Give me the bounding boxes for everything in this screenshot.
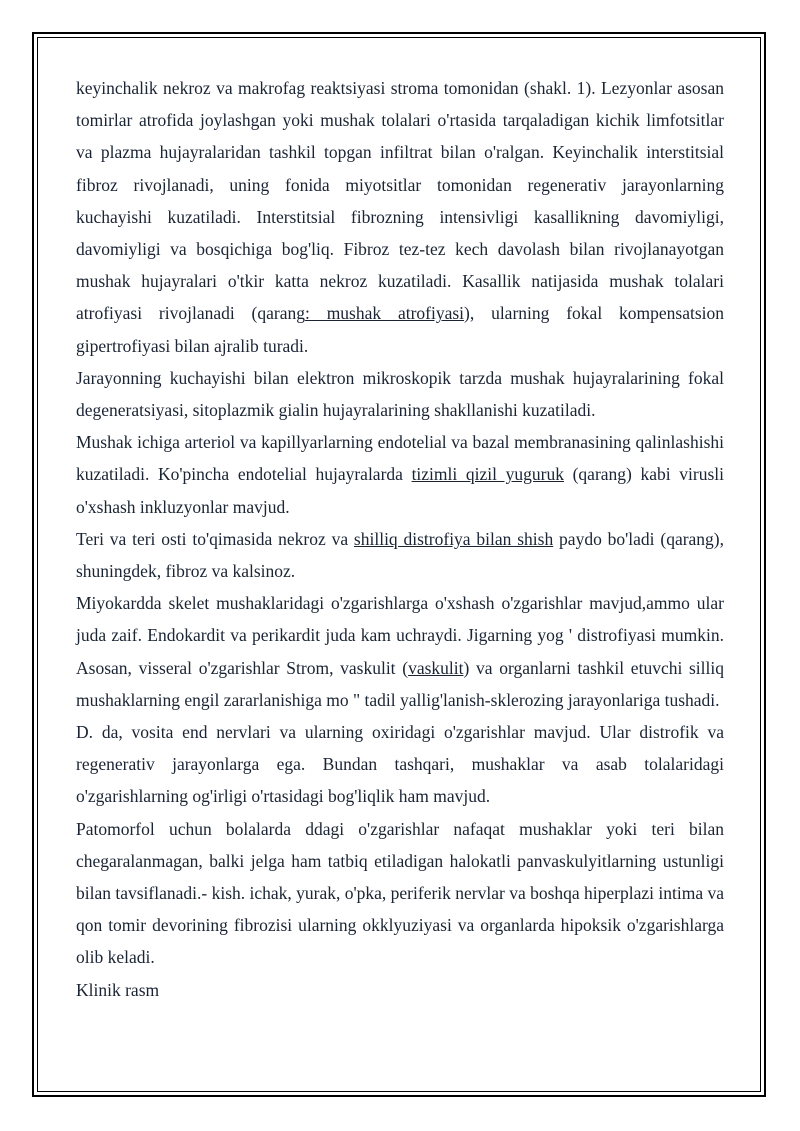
paragraph-6 [76, 716, 724, 813]
paragraph-3 [76, 426, 724, 523]
document-body [76, 72, 724, 1006]
paragraph-7 [76, 813, 724, 974]
paragraph-text: keyinchalik nekroz va makrofag reaktsiyasi stroma tomonidan (shakl. 1). Lezyonlar asosan tomirlar atrofida joylashgan yoki mushak tolalari o'rtasida tarqaladigan kichik limfotsitlar va plazma hujayralaridan tashkil topgan infiltrat bilan o'ralgan. Keyinchalik interstitsial fibroz rivojlanadi, uning fonida miyotsitlar tomonidan regenerativ jarayonlarning kuchayishi kuzatiladi. Interstitsial fibrozning intensivligi kasallikning davomiyligi, davomiyligi va bosqichiga bog'liq. Fibroz tez-tez kech davolash bilan rivojlanayotgan mushak hujayralari o'tkir katta nekroz kuzatiladi. Kasallik natijasida mushak tolalari atrofiyasi rivojlanadi (qarang [76, 78, 724, 324]
paragraph-text: Mushak ichiga arteriol va kapillyarlarning endotelial va bazal membranasining qalinlashishi kuzatiladi. Ko'pincha endotelial hujayralarda [76, 432, 724, 485]
paragraph-text: paydo bo'ladi (qarang), shuningdek, fibroz va kalsinoz. [76, 528, 725, 582]
paragraph-5 [76, 587, 724, 716]
paragraph-text: Jarayonning kuchayishi bilan elektron mikroskopik tarzda mushak hujayralarining fokal degeneratsiyasi, sitoplazmik gialin hujayralarining shakllanishi kuzatiladi. [76, 367, 724, 421]
paragraph-text: D. da, vosita end nervlari va ularning oxiridagi o'zgarishlar mavjud. Ular distrofik va regenerativ jarayonlarga ega. Bundan tashqari, mushaklar va asab tolalaridagi o'zgarishlarning og'irligi o'rtasidagi bog'liqlik ham mavjud. [76, 722, 724, 807]
link-vaskulit[interactable]: vaskulit [408, 657, 464, 678]
paragraph-text: Patomorfol uchun bolalarda ddagi o'zgarishlar nafaqat mushaklar yoki teri bilan chegaralanmagan, balki jelga ham tatbiq etiladigan halokatli panvaskulyitlarning ustunligi bilan tavsiflanadi.- kish. ichak, yurak, o'pka, periferik nervlar va boshqa hiperplazi intima va qon tomir devorining fibrozisi ularning okklyuziyasi va organlarda hipoksik o'zgarishlarga olib keladi. [76, 818, 725, 968]
paragraph-2 [76, 362, 724, 426]
paragraph-text: ), ularning fokal kompensatsion gipertrofiyasi bilan ajralib turadi. [76, 303, 724, 356]
paragraph-1 [76, 72, 724, 362]
link-shilliq-distrofiya[interactable]: shilliq distrofiya bilan shish [353, 528, 554, 549]
link-tizimli-qizil-yuguruk[interactable]: tizimli qizil yuguruk [411, 464, 564, 485]
heading-text: Klinik rasm [76, 979, 160, 1000]
paragraph-text: (qarang) kabi virusli o'xshash inkluzyonlar mavjud. [76, 464, 725, 517]
link-mushak-atrofiyasi[interactable]: : mushak atrofiyasi [305, 303, 465, 324]
paragraph-text: Teri va teri osti to'qimasida nekroz va [76, 528, 354, 549]
section-heading-klinik-rasm [76, 974, 724, 1006]
paragraph-text: Miyokardda skelet mushaklaridagi o'zgarishlarga o'xshash o'zgarishlar mavjud,ammo ular juda zaif. Endokardit va perikardit juda kam uchraydi. Jigarning yog ' distrofiyasi mumkin. Asosan, visseral o'zgarishlar Strom, vaskulit ( [76, 593, 724, 678]
paragraph-text: ) va organlarni tashkil etuvchi silliq mushaklarning engil zararlanishiga mo " tadil yallig'lanish-sklerozing jarayonlariga tushadi. [76, 657, 725, 710]
paragraph-4 [76, 523, 724, 587]
